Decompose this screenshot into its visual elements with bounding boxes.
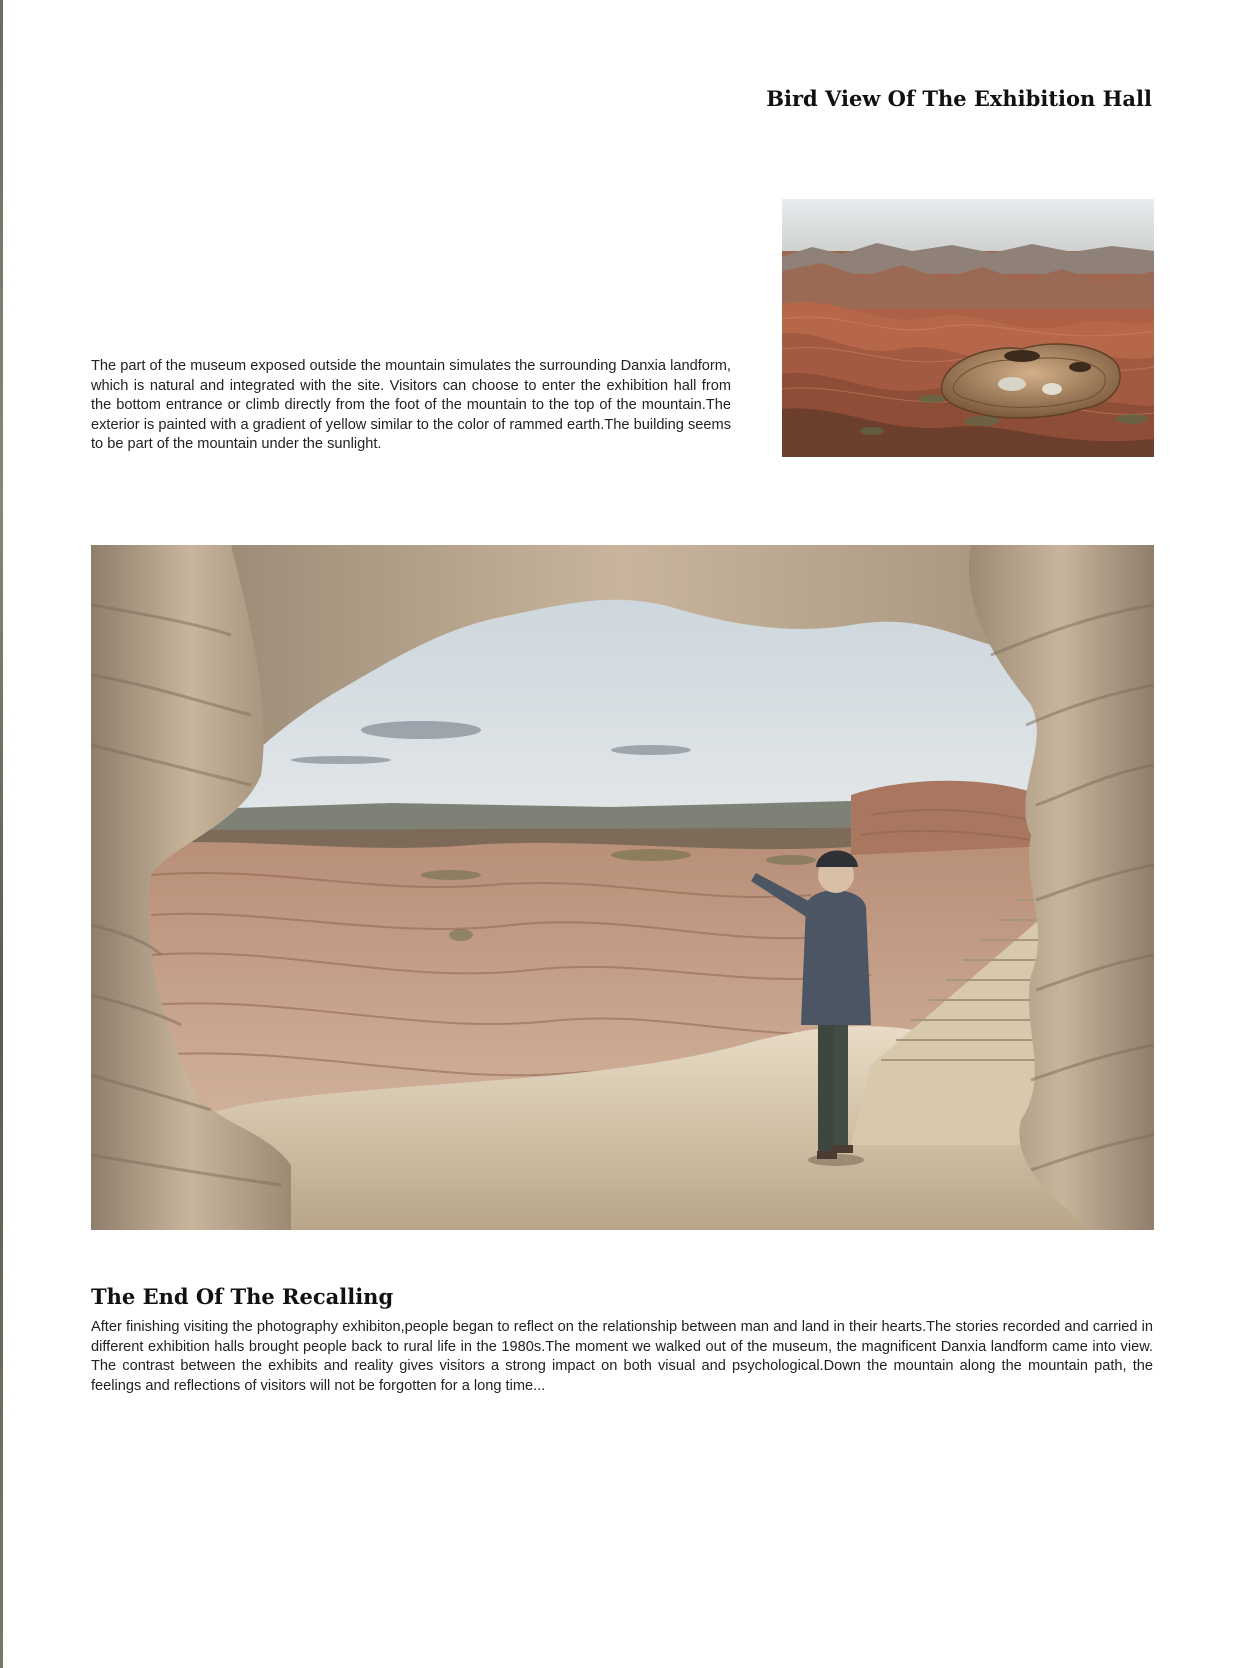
section-title: Bird View Of The Exhibition Hall: [766, 86, 1152, 111]
closing-title: The End Of The Recalling: [91, 1284, 394, 1309]
page-edge-strip: [0, 0, 3, 1668]
aerial-photo-illustration: [782, 199, 1154, 457]
aerial-exhibition-hall-photo: [782, 199, 1154, 457]
cave-rendering-illustration: [91, 545, 1154, 1230]
closing-text: After finishing visiting the photography exhibiton,people began to reflect on the relationship between man and land in their hearts.The stories recorded and carried in different exhibition halls brought people back to rural life in the 1980s.The moment we walked out of the museum, the magnificent Danxia landform came into view. The contrast between the exhibits and reality gives visitors a strong impact on both visual and psychological.Down the mountain along the mountain path, the feelings and reflections of visitors will not be forgotten for a long time...: [91, 1319, 1153, 1394]
cave-view-rendering: [91, 545, 1154, 1230]
museum-description: The part of the museum exposed outside the mountain simulates the surrounding Danxia landform, which is natural and integrated with the site. Visitors can choose to enter the exhibition hall from the bottom entrance or climb directly from the foot of the mountain to the top of the mountain.The exterior is painted with a gradient of yellow similar to the color of rammed earth.The building seems to be part of the mountain under the sunlight.: [91, 358, 731, 453]
